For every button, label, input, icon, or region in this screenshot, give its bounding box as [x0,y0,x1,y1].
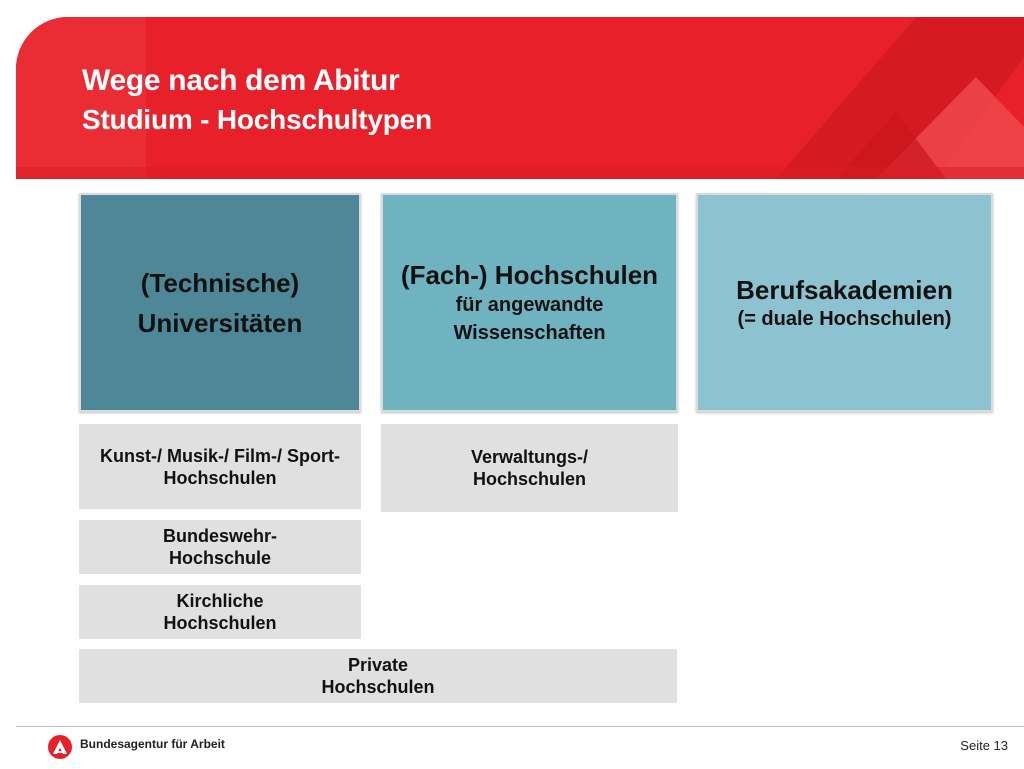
box-verwaltung-line2: Hochschulen [472,469,587,489]
page-number: Seite 13 [960,738,1008,753]
footer-divider [16,726,1024,727]
box-verwaltungs-hochschulen [381,424,678,512]
box-bundeswehr-line2: Hochschule [168,548,272,568]
page-subtitle: Studium - Hochschultypen [82,104,432,135]
page-title: Wege nach dem Abitur [82,64,400,97]
box-kunst-line1: Kunst-/ Musik-/ Film-/ Sport- [100,445,340,466]
box-fachhochschulen [381,193,678,412]
box-berufsakademien [696,193,993,412]
box-universitaeten [79,193,361,412]
box-fachhochschulen-line2: für angewandte [455,293,604,316]
box-fachhochschulen-line1: (Fach-) Hochschulen [400,259,659,290]
box-privat-line1: Private [347,655,409,675]
box-universitaeten-line2: Universitäten [137,307,303,338]
box-privat-line2: Hochschulen [321,677,435,697]
header-banner [16,17,1024,179]
box-verwaltung-line1: Verwaltungs-/ [470,447,589,467]
organisation-name: Bundesagentur für Arbeit [80,737,225,751]
box-kunst-hochschulen [79,424,361,509]
box-bundeswehr-hochschule [79,520,361,574]
box-fachhochschulen-line3: Wissenschaften [453,321,606,344]
box-berufsakademien-line1: Berufsakademien [736,274,953,305]
box-kirchliche-hochschulen [79,585,361,639]
box-kunst-line2: Hochschulen [163,467,277,488]
box-bundeswehr-line1: Bundeswehr- [162,526,277,546]
box-universitaeten-line1: (Technische) [140,267,300,298]
ba-logo-icon [48,735,72,759]
logo-watermark-icon [16,17,1024,179]
box-kirchlich-line2: Hochschulen [163,613,277,633]
box-private-hochschulen [79,649,677,703]
box-kirchlich-line1: Kirchliche [176,591,264,611]
box-berufsakademien-line2: (= duale Hochschulen) [737,307,952,330]
